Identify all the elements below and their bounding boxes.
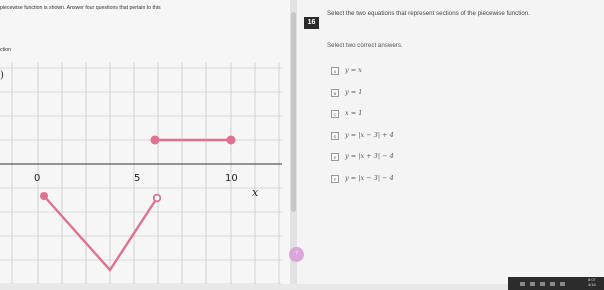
notification-icon[interactable] — [560, 282, 565, 286]
passage-intro: piecewise function is shown. Answer four questions that pertain to this — [0, 5, 161, 11]
choice-text: y = |x − 3| − 4 — [345, 173, 394, 182]
closed-point-v-left — [40, 192, 48, 200]
question-prompt: Select the two equations that represent sections of the piecewise function. — [327, 10, 530, 17]
x-tick-label: 0 — [34, 173, 41, 184]
choice-checkbox[interactable]: F — [331, 175, 339, 183]
choice-text: y = x — [345, 66, 362, 74]
choice-checkbox[interactable]: A — [331, 67, 339, 75]
function-label: ) — [0, 70, 4, 81]
choice-text: y = |x + 3| − 4 — [345, 152, 394, 160]
question-instruction: Select two correct answers. — [327, 42, 403, 49]
tray-date: 4/16 — [588, 281, 596, 287]
graph-grid — [0, 62, 282, 290]
passage-pane — [0, 0, 292, 290]
closed-point-right — [227, 136, 236, 145]
choice-checkbox[interactable]: E — [331, 153, 339, 161]
graph-plot — [44, 140, 231, 270]
x-tick-label: 10 — [225, 173, 238, 184]
choice-checkbox[interactable]: D — [331, 132, 339, 140]
section-label: ction — [0, 47, 11, 53]
tray-clock[interactable] — [588, 278, 596, 287]
network-icon[interactable] — [520, 282, 525, 286]
x-axis-label: x — [252, 186, 259, 199]
volume-icon[interactable] — [530, 282, 535, 286]
piecewise-graph — [0, 54, 290, 290]
battery-icon[interactable] — [540, 282, 545, 286]
wifi-icon[interactable] — [550, 282, 555, 286]
passage-scroll-thumb[interactable] — [291, 12, 296, 212]
v-segment — [44, 196, 157, 270]
choice-text: y = |x − 3| + 4 — [345, 130, 394, 139]
help-button[interactable]: ? — [289, 247, 304, 262]
choice-text: y = 1 — [345, 87, 363, 96]
choice-checkbox[interactable]: B — [331, 89, 339, 97]
question-number: 16 — [304, 17, 319, 29]
closed-point-left — [151, 136, 160, 145]
open-point-v-right — [154, 195, 161, 202]
choice-text: x = 1 — [345, 109, 363, 117]
x-tick-label: 5 — [134, 173, 141, 184]
choice-checkbox[interactable]: C — [331, 110, 339, 118]
tray-time: 8:07 — [588, 277, 596, 282]
